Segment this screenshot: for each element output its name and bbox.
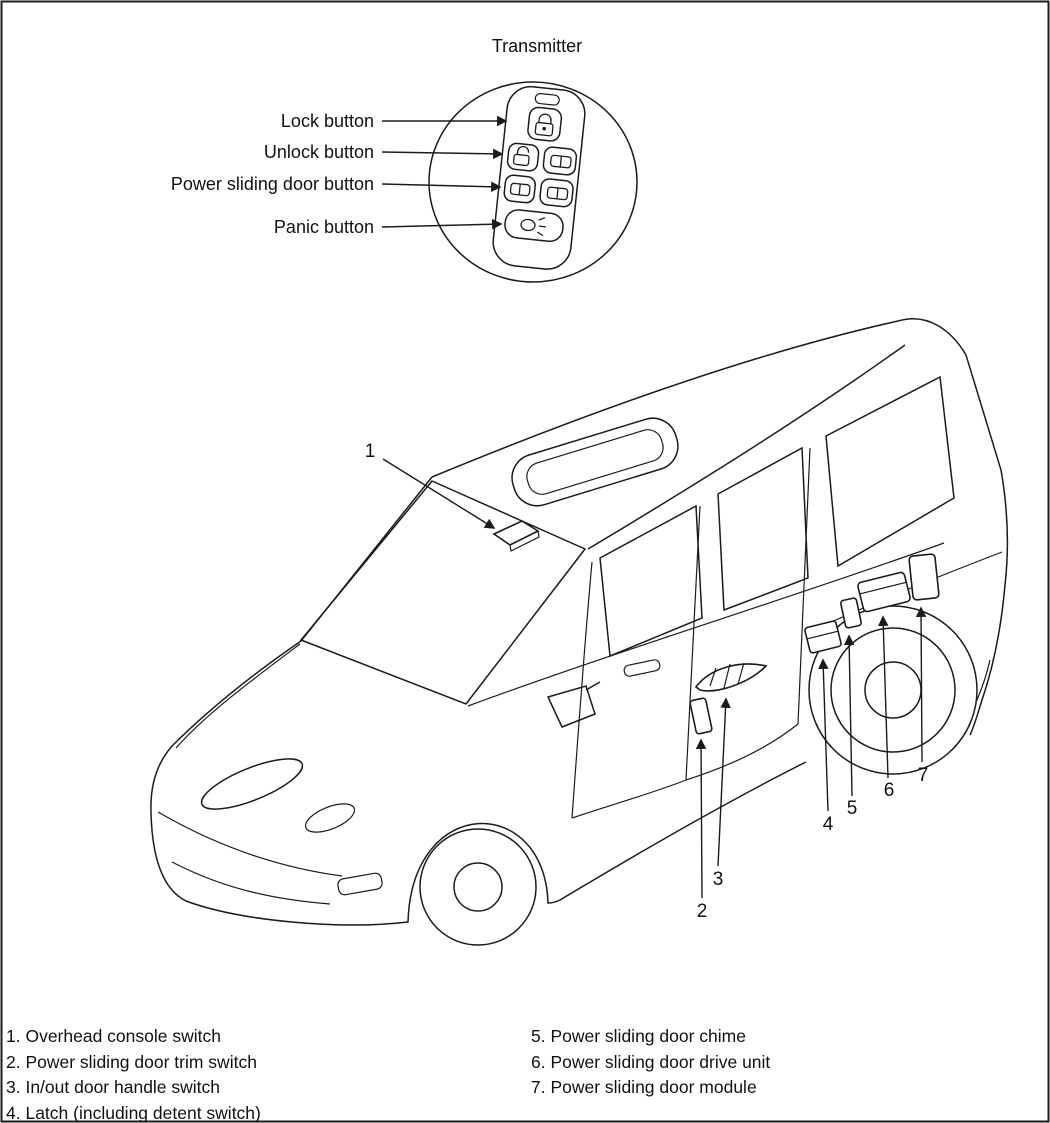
power-sliding-door-button-right2 [539, 178, 574, 207]
front-door-front-seam [572, 562, 592, 818]
transmitter-diagram [171, 36, 637, 282]
door-button-right [543, 146, 578, 175]
legend-item-3: 3. In/out door handle switch [6, 1077, 221, 1097]
lock-button-label: Lock button [280, 111, 374, 131]
unlock-button-label: Unlock button [263, 142, 374, 162]
fog-lamp [337, 872, 383, 895]
callout-number-6: 6 [883, 780, 895, 801]
unlock-leader-line [382, 152, 502, 154]
callout-arrow-3 [718, 699, 726, 866]
callout-arrow-7 [921, 608, 922, 762]
legend-item-2: 2. Power sliding door trim switch [6, 1051, 257, 1072]
headlight-inner [302, 798, 358, 838]
legend-item-6: 6. Power sliding door drive unit [531, 1051, 771, 1072]
callout-number-5: 5 [846, 798, 858, 819]
rear-quarter-window [826, 377, 954, 566]
power-sliding-door-button-label: Power sliding door button [170, 174, 374, 194]
panic-button-label: Panic button [273, 217, 374, 237]
legend-left-column [6, 1024, 261, 1123]
roof-drip-line [588, 345, 905, 549]
callout-number-7: 7 [917, 765, 929, 786]
power-sliding-door-leader-line [382, 184, 500, 187]
component-trim-switch [690, 698, 713, 735]
panic-button [504, 209, 565, 243]
legend-item-5: 5. Power sliding door chime [531, 1026, 746, 1046]
component-door-handle-switch [696, 663, 766, 691]
side-mirror [548, 682, 600, 727]
sliding-door-window [718, 448, 808, 610]
legend-item-1: 1. Overhead console switch [6, 1026, 221, 1046]
lock-button [527, 107, 562, 142]
windshield [301, 481, 585, 704]
callout-number-3: 3 [712, 869, 724, 890]
panic-leader-line [382, 224, 501, 227]
front-wheel [420, 829, 536, 945]
component-module [909, 554, 939, 600]
remote-key-fob [491, 84, 587, 271]
callout-arrow-2 [701, 740, 702, 898]
legend-item-7: 7. Power sliding door module [531, 1077, 757, 1097]
callout-number-4: 4 [822, 814, 834, 835]
legend-item-4: 4. Latch (including detent switch) [6, 1102, 261, 1123]
headlight [196, 749, 308, 819]
callout-number-1: 1 [364, 441, 376, 462]
door-bottom-seams [572, 724, 798, 818]
sunroof [506, 412, 684, 511]
callout-number-2: 2 [696, 901, 708, 922]
front-bumper-lines [158, 812, 342, 904]
front-door-handle [623, 659, 661, 677]
b-pillar-seam [686, 506, 700, 780]
transmitter-title: Transmitter [491, 36, 583, 56]
front-door-window [600, 506, 702, 656]
hood-crease [176, 644, 300, 748]
vehicle-diagram [151, 319, 1007, 945]
legend-right-column [531, 1024, 770, 1101]
